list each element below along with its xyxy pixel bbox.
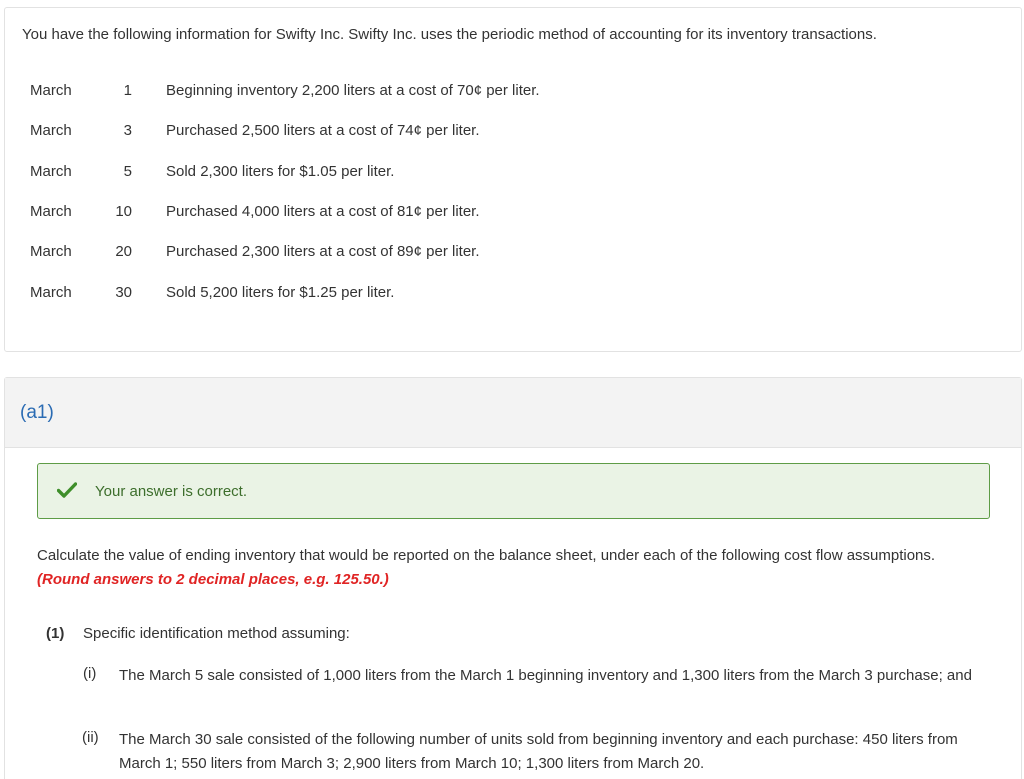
part-label: (a1) (20, 402, 54, 423)
transaction-description: Beginning inventory 2,200 liters at a cost of 70¢ per liter. (166, 82, 540, 99)
item-text: Specific identification method assuming: (83, 625, 350, 642)
problem-info-card (4, 7, 1022, 352)
transaction-day: 3 (123, 122, 132, 139)
rounding-note: (Round answers to 2 decimal places, e.g. 125.50.) (37, 571, 389, 588)
subitem-text: The March 30 sale consisted of the following number of units sold from beginning inventory and each purchase: 450 liters from March 1; 550 liters from March 3; 2,900 liters from March 10; 1,300 liters from March 20. (119, 731, 958, 772)
transaction-description: Purchased 2,500 liters at a cost of 74¢ per liter. (166, 122, 480, 139)
transaction-description: Sold 5,200 liters for $1.25 per liter. (166, 284, 395, 301)
transaction-month: March (30, 243, 72, 260)
subitem-number: (i) (83, 665, 97, 682)
transaction-description: Sold 2,300 liters for $1.05 per liter. (166, 163, 395, 180)
subitem-number: (ii) (82, 729, 99, 746)
transaction-day: 20 (115, 243, 132, 260)
transaction-day: 10 (115, 203, 132, 220)
question-instruction (37, 544, 967, 592)
part-header (5, 378, 1021, 448)
item-number: (1) (46, 625, 65, 642)
transaction-month: March (30, 122, 72, 139)
transaction-month: March (30, 82, 72, 99)
subitem-text: The March 5 sale consisted of 1,000 liters from the March 1 beginning inventory and 1,300 liters from the March 3 purchase; and (119, 667, 972, 684)
transaction-description: Purchased 4,000 liters at a cost of 81¢ per liter. (166, 203, 480, 220)
transaction-month: March (30, 284, 72, 301)
feedback-text: Your answer is correct. (95, 483, 248, 500)
transaction-month: March (30, 163, 72, 180)
transaction-day: 5 (123, 163, 132, 180)
transaction-day: 30 (115, 284, 132, 301)
question-part-card (4, 377, 1022, 779)
transaction-description: Purchased 2,300 liters at a cost of 89¢ per liter. (166, 243, 480, 260)
instruction-text: Calculate the value of ending inventory that would be reported on the balance sheet, under each of the following cost flow assumptions. (37, 547, 936, 564)
transaction-month: March (30, 203, 72, 220)
checkmark-icon (57, 482, 77, 498)
intro-text: You have the following information for Swifty Inc. Swifty Inc. uses the periodic method of accounting for its inventory transactions. (22, 26, 877, 43)
correct-answer-banner (37, 463, 990, 519)
transaction-day: 1 (123, 82, 132, 99)
